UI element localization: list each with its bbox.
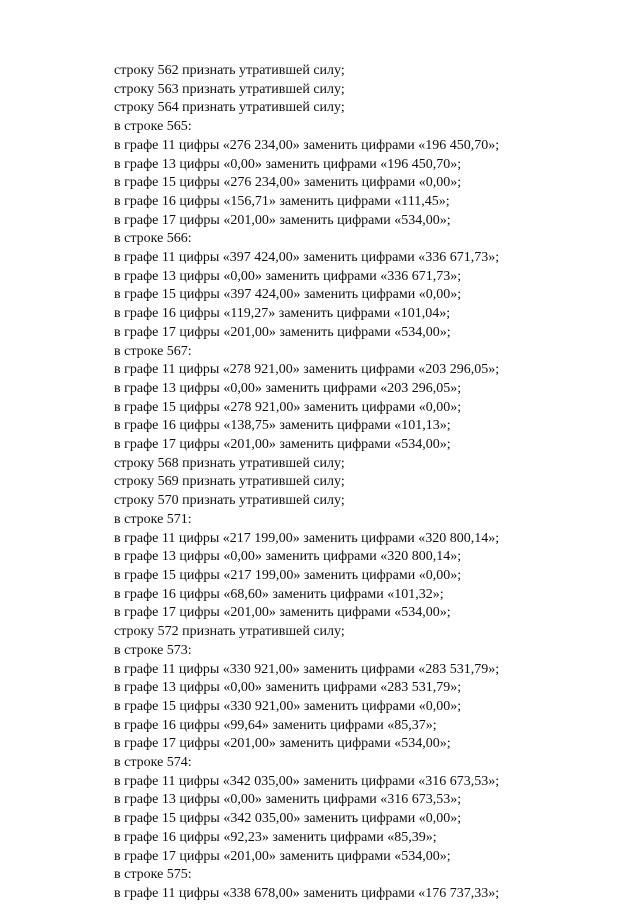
text-line: в графе 13 цифры «0,00» заменить цифрами «283 531,79»; [114, 680, 462, 696]
text-line: в графе 16 цифры «92,23» заменить цифрами «85,39»; [114, 829, 437, 845]
text-line: в графе 16 цифры «99,64» заменить цифрами «85,37»; [114, 717, 437, 733]
text-line: в графе 11 цифры «342 035,00» заменить цифрами «316 673,53»; [114, 773, 500, 789]
text-line: в графе 11 цифры «217 199,00» заменить цифрами «320 800,14»; [114, 530, 500, 546]
text-line: в графе 15 цифры «342 035,00» заменить цифрами «0,00»; [114, 811, 462, 827]
text-line: в строке 573: [114, 642, 192, 658]
text-line: в графе 13 цифры «0,00» заменить цифрами «320 800,14»; [114, 549, 462, 565]
text-line: в графе 16 цифры «68,60» заменить цифрами «101,32»; [114, 586, 444, 602]
text-line: в графе 16 цифры «119,27» заменить цифрами «101,04»; [114, 306, 451, 322]
text-line: в графе 17 цифры «201,00» заменить цифрами «534,00»; [114, 212, 451, 228]
text-line: в графе 17 цифры «201,00» заменить цифрами «534,00»; [114, 605, 451, 621]
text-line: в графе 17 цифры «201,00» заменить цифрами «534,00»; [114, 437, 451, 453]
text-line: в строке 565: [114, 119, 192, 135]
text-line: в графе 16 цифры «156,71» заменить цифрами «111,45»; [114, 193, 450, 209]
text-line: в графе 17 цифры «201,00» заменить цифрами «534,00»; [114, 848, 451, 864]
text-line: строку 572 признать утратившей силу; [114, 624, 345, 640]
text-line: строку 569 признать утратившей силу; [114, 474, 345, 490]
text-line: в графе 11 цифры «330 921,00» заменить цифрами «283 531,79»; [114, 661, 500, 677]
text-line: в графе 11 цифры «397 424,00» заменить цифрами «336 671,73»; [114, 250, 500, 266]
text-line: в графе 13 цифры «0,00» заменить цифрами «196 450,70»; [114, 156, 462, 172]
text-line: в графе 15 цифры «217 199,00» заменить цифрами «0,00»; [114, 567, 462, 583]
text-line: в графе 13 цифры «0,00» заменить цифрами «316 673,53»; [114, 792, 462, 808]
text-line: в графе 15 цифры «397 424,00» заменить цифрами «0,00»; [114, 287, 462, 303]
text-line: строку 570 признать утратившей силу; [114, 493, 345, 509]
text-line: в строке 567: [114, 343, 192, 359]
text-line: в строке 575: [114, 867, 192, 883]
text-line: в графе 11 цифры «278 921,00» заменить цифрами «203 296,05»; [114, 362, 500, 378]
text-line: строку 562 признать утратившей силу; [114, 63, 345, 78]
text-line: в графе 11 цифры «276 234,00» заменить цифрами «196 450,70»; [114, 137, 500, 153]
text-line: строку 568 признать утратившей силу; [114, 455, 345, 471]
text-line: в строке 571: [114, 511, 192, 527]
text-line: в графе 16 цифры «138,75» заменить цифрами «101,13»; [114, 418, 451, 434]
text-line: строку 563 признать утратившей силу; [114, 81, 345, 97]
text-line: в графе 11 цифры «338 678,00» заменить цифрами «176 737,33»; [114, 885, 500, 901]
amendment-text [114, 62, 614, 904]
text-line: в графе 15 цифры «276 234,00» заменить цифрами «0,00»; [114, 175, 462, 191]
text-line: в графе 13 цифры «0,00» заменить цифрами «336 671,73»; [114, 268, 462, 284]
text-line: в графе 17 цифры «201,00» заменить цифрами «534,00»; [114, 736, 451, 752]
text-line: в графе 15 цифры «278 921,00» заменить цифрами «0,00»; [114, 399, 462, 415]
text-line: в графе 15 цифры «330 921,00» заменить цифрами «0,00»; [114, 698, 462, 714]
text-line: в графе 13 цифры «0,00» заменить цифрами «203 296,05»; [114, 380, 462, 396]
text-line: в графе 17 цифры «201,00» заменить цифрами «534,00»; [114, 324, 451, 340]
text-line: строку 564 признать утратившей силу; [114, 100, 345, 116]
text-line: в строке 574: [114, 755, 192, 771]
text-line: в строке 566: [114, 231, 192, 247]
